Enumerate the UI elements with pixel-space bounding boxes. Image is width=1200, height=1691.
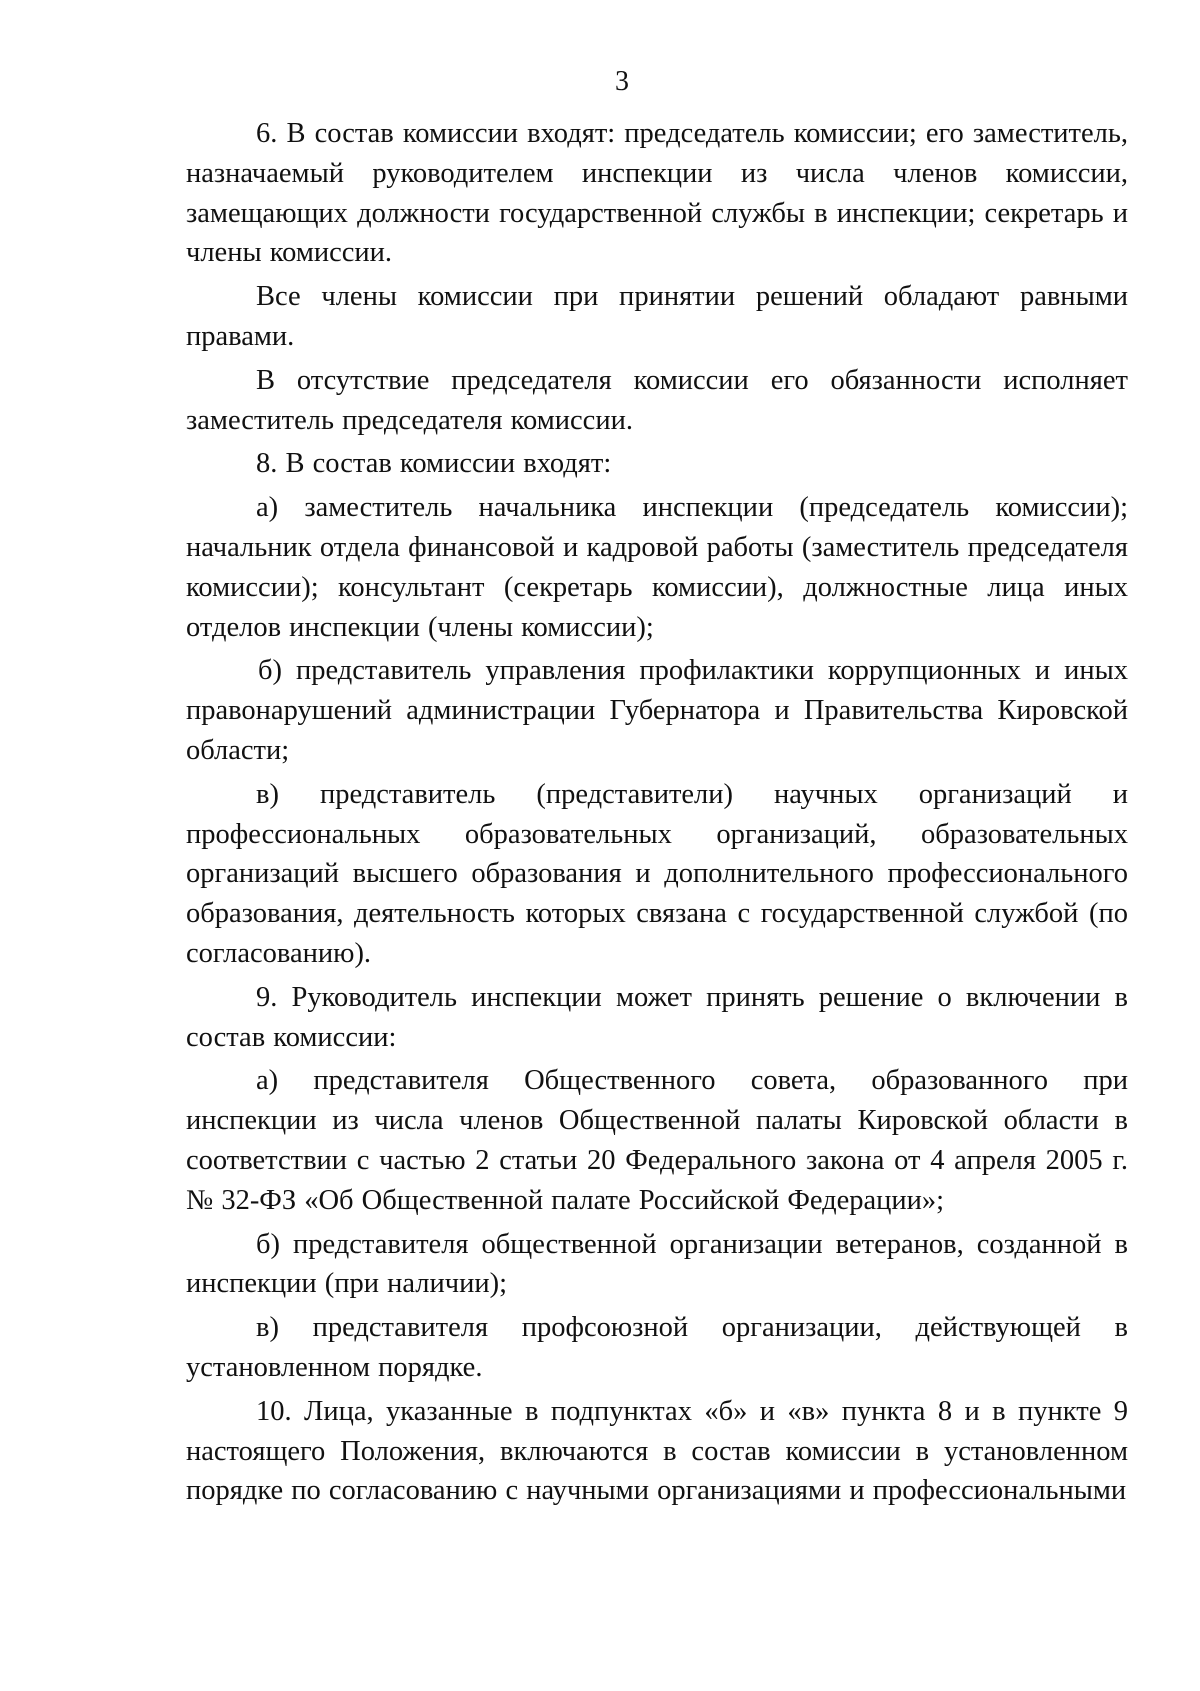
paragraph-10: 10. Лица, указанные в подпунктах «б» и «в» пункта 8 и в пункте 9 настоящего Положения, включаются в состав комиссии в установленном порядке по согласованию с научными организациями и профессиональными — [186, 1395, 1128, 1507]
page-number: 3 — [615, 66, 629, 97]
paragraph-9b: б) представителя общественной организации ветеранов, созданной в инспекции (при наличии); — [186, 1228, 1128, 1300]
paragraph-6: 6. В состав комиссии входят: председатель комиссии; его заместитель, назначаемый руководителем инспекции из числа членов комиссии, замещающих должности государственной службы в инспекции; секретарь и члены комиссии. — [186, 118, 1128, 269]
document-body — [186, 114, 1128, 1515]
paragraph-deputy-chair: В отсутствие председателя комиссии его обязанности исполняет заместитель председателя комиссии. — [186, 364, 1128, 436]
paragraph-9a: а) представителя Общественного совета, образованного при инспекции из числа членов Общественной палаты Кировской области в соответствии с частью 2 статьи 20 Федерального закона от 4 апреля 2005 г. № 32-ФЗ «Об Общественной палате Российской Федерации»; — [186, 1065, 1128, 1216]
paragraph-8: 8. В состав комиссии входят: — [256, 448, 612, 480]
paragraph-9v: в) представителя профсоюзной организации, действующей в установленном порядке. — [186, 1312, 1128, 1383]
paragraph-8a: а) заместитель начальника инспекции (председатель комиссии); начальник отдела финансовой и кадровой работы (заместитель председателя комиссии); консультант (секретарь комиссии), должностные лица иных отделов инспекции (члены комиссии); — [186, 492, 1128, 643]
paragraph-8v: в) представитель (представители) научных организаций и профессиональных образовательных организаций, образовательных организаций высшего образования и дополнительного профессионального образования, деятельность которых связана с государственной службой (по согласованию). — [186, 778, 1128, 969]
paragraph-8b: б) представитель управления профилактики коррупционных и иных правонарушений администрации Губернатора и Правительства Кировской области; — [186, 655, 1128, 766]
paragraph-equal-rights: Все члены комиссии при принятии решений обладают равными правами. — [186, 281, 1128, 352]
paragraph-9: 9. Руководитель инспекции может принять решение о включении в состав комиссии: — [186, 981, 1128, 1053]
